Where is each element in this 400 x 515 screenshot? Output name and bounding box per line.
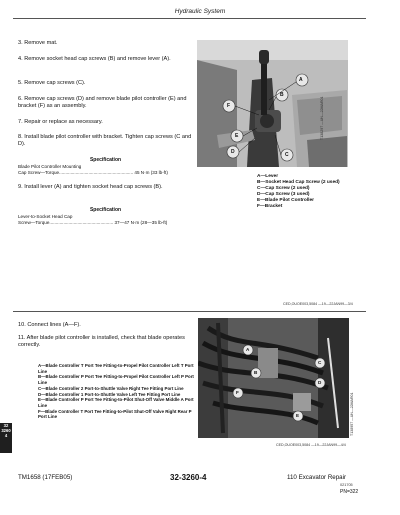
figure-2-illustration <box>198 318 349 438</box>
footer-date-code: 021705 <box>340 483 353 487</box>
figure-1-callout-e: E <box>235 133 239 139</box>
legend-2-c: C—Blade Controller 2 Port-to-Shuttle Valve Right Tee Fitting Port Line <box>38 385 184 391</box>
figure-1-callout-c: C <box>285 152 289 158</box>
legend-2-e: E—Blade Controller P Port Tee Fitting-to-Pilot Shut-Off Valve Middle A Port Line <box>38 397 194 408</box>
spec1-title: Specification <box>89 157 122 163</box>
figure-2-ref: CED,OUOE003,5084 —19—22JAN99—4/4 <box>276 443 346 447</box>
figure-1-photo <box>197 40 348 167</box>
figure-1-legend <box>257 174 367 211</box>
figure-2-callout-e: E <box>296 413 300 418</box>
step-11: 11. After blade pilot controller is installed, check that blade operates correctly. <box>18 335 185 348</box>
section-rule <box>13 311 366 312</box>
figure-2-callout-d: D <box>318 380 322 385</box>
step-10: 10. Connect lines (A—F). <box>18 322 81 328</box>
legend-1-c: C—Cap Screw (2 used) <box>257 186 310 192</box>
footer-page-code: 32-3260-4 <box>170 473 207 482</box>
step-6: 6. Remove cap screws (D) and remove blade pilot controller (E) and bracket (F) as an assembly. <box>18 96 187 109</box>
footer-manual-title: 110 Excavator Repair <box>287 474 347 481</box>
step-3: 3. Remove mat. <box>18 40 58 46</box>
figure-1-callout-b: B <box>280 92 284 98</box>
legend-2-a: A—Blade Controller T Port Tee Fitting-to-Propel Pilot Controller Left T Port Line <box>38 363 194 374</box>
step-9: 9. Install lever (A) and tighten socket head cap screws (B). <box>18 184 163 190</box>
spec2-line1: Lever-to-Socket Head Cap <box>18 214 73 219</box>
step-4: 4. Remove socket head cap screws (B) and remove lever (A). <box>18 56 171 62</box>
side-tab-section: 3260 <box>1 428 11 434</box>
legend-1-f: F—Bracket <box>257 204 283 210</box>
legend-2-d: D—Blade Controller 1 Port-to-Shuttle Valve Left Tee Fitting Port Line <box>38 391 181 397</box>
step-7: 7. Repair or replace as necessary. <box>18 119 103 125</box>
step-8: 8. Install blade pilot controller with bracket. Tighten cap screws (C and D). <box>18 134 192 147</box>
figure-2-callout-b: B <box>254 370 258 375</box>
figure-2-photo <box>198 318 349 438</box>
figure-1-ref: CED,OUOE003,5084 —19—22JAN99—3/4 <box>283 302 353 306</box>
footer-page-number: PN=322 <box>340 489 359 495</box>
footer-manual-id: TM1658 (17FEB05) <box>18 474 73 481</box>
spec1-line2: Cap Screw—Torque.......................................................... 45 N·m (33 lb-ft) <box>18 170 168 175</box>
figure-1-callout-a: A <box>299 77 303 83</box>
spec2-line2: Screw—Torque.................................................. 37—47 N·m (28—35 lb-ft) <box>18 220 168 225</box>
figure-1-illustration <box>197 40 348 167</box>
section-side-tab <box>0 423 12 453</box>
figure-2-legend <box>38 363 196 420</box>
figure-1-side-ref: T138297 —UN—22MAR01 <box>320 96 324 140</box>
spec1-line1: Blade Pilot Controller Mounting <box>18 164 82 169</box>
side-tab-page: 4 <box>4 433 8 439</box>
legend-1-a: A—Lever <box>257 174 279 179</box>
figure-2-callout-c: C <box>318 360 322 365</box>
legend-1-b: B—Socket Head Cap Screw (2 used) <box>257 180 340 186</box>
legend-2-f: F—Blade Controller T Port Tee Fitting-to-Pilot Shut-Off Valve Right Rear P Port Line <box>38 408 192 420</box>
spec2-title: Specification <box>89 207 122 213</box>
page-header-title: Hydraulic System <box>174 8 226 15</box>
legend-1-e: E—Blade Pilot Controller <box>257 198 315 204</box>
side-tab-group: 32 <box>3 423 9 428</box>
figure-1-callout-f: F <box>227 103 231 109</box>
legend-2-b: B—Blade Controller P Port Tee Fitting-to-Propel Pilot Controller Left P Port Line <box>38 374 194 386</box>
figure-1-callout-d: D <box>231 149 235 155</box>
figure-2-callout-f: F <box>236 390 239 395</box>
header-rule <box>13 18 366 19</box>
step-5: 5. Remove cap screws (C). <box>18 80 86 86</box>
figure-2-side-ref: T138957 —UN—22MAR01 <box>350 392 354 436</box>
legend-1-d: D—Cap Screw (3 used) <box>257 192 310 198</box>
figure-2-callout-a: A <box>246 347 250 352</box>
